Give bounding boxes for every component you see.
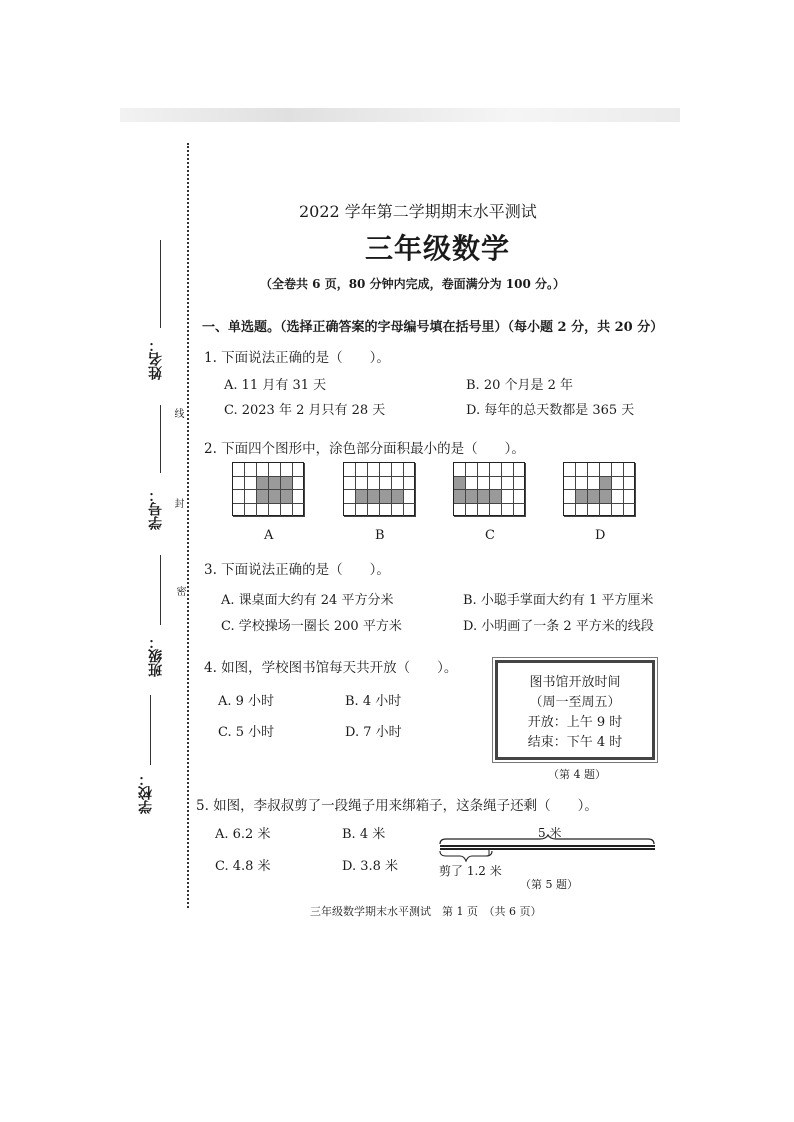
grid-cell: [293, 490, 305, 504]
grid-cell: [454, 477, 466, 491]
grid-cell: [600, 490, 612, 504]
grid-cell: [478, 504, 490, 518]
grid-cell: [466, 463, 478, 477]
section-heading: 一、单选题。（选择正确答案的字母编号填在括号里）（每小题 2 分，共 20 分）: [202, 320, 664, 335]
grid-cell: [233, 463, 245, 477]
notice-title: 图书馆开放时间: [529, 675, 621, 690]
grid-cell: [404, 490, 416, 504]
q4-stem: 4. 如图，学校图书馆每天共开放（ ）。: [204, 660, 458, 676]
notice-days: （周一至周五）: [529, 695, 621, 710]
grid-cell: [269, 477, 281, 491]
grid-cell: [233, 504, 245, 518]
q3-option-d: D. 小明画了一条 2 平方米的线段: [463, 619, 654, 634]
q5-option-c: C. 4.8 米: [215, 859, 271, 874]
grid-cell: [588, 477, 600, 491]
grid-cell: [380, 504, 392, 518]
grid-cell: [269, 463, 281, 477]
grid-cell: [514, 504, 526, 518]
library-hours-notice: [495, 660, 655, 760]
q4-option-c: C. 5 小时: [218, 725, 275, 740]
student-id-fill-line: [160, 405, 161, 473]
q5-option-a: A. 6.2 米: [215, 827, 271, 842]
grid-cell: [380, 477, 392, 491]
grid-cell: [564, 490, 576, 504]
grid-cell: [576, 490, 588, 504]
grid-cell: [564, 504, 576, 518]
grid-cell: [466, 477, 478, 491]
page-footer: 三年级数学期末水平测试 第 1 页 （共 6 页）: [310, 905, 542, 918]
grid-cell: [404, 504, 416, 518]
grid-cell: [368, 463, 380, 477]
figure-d-label: D: [595, 528, 606, 543]
grid-cell: [466, 490, 478, 504]
q5-caption: （第 5 题）: [520, 878, 578, 891]
grid-cell: [478, 490, 490, 504]
q5-option-d: D. 3.8 米: [342, 859, 399, 874]
scan-artifact: [120, 108, 680, 122]
grid-cell: [281, 477, 293, 491]
grid-cell: [612, 477, 624, 491]
secret-mark: 密: [174, 586, 185, 596]
grid-cell: [490, 477, 502, 491]
seal-mark: 封: [172, 498, 183, 508]
grid-cell: [588, 463, 600, 477]
exam-note: （全卷共 6 页，80 分钟内完成，卷面满分为 100 分。）: [260, 277, 565, 291]
grid-cell: [612, 490, 624, 504]
q4-option-a: A. 9 小时: [218, 694, 275, 709]
figure-a-label: A: [264, 528, 274, 543]
q1-option-b: B. 20 个月是 2 年: [466, 378, 574, 393]
grid-cell: [293, 477, 305, 491]
q1-option-c: C. 2023 年 2 月只有 28 天: [224, 403, 386, 418]
line-mark: 线: [172, 408, 183, 418]
grid-cell: [576, 504, 588, 518]
student-id-label: 学号：: [148, 488, 164, 530]
q3-stem: 3. 下面说法正确的是（ ）。: [204, 562, 390, 578]
name-fill-line: [160, 240, 161, 328]
grid-cell: [356, 477, 368, 491]
grid-cell: [600, 504, 612, 518]
grid-cell: [392, 463, 404, 477]
grid-cell: [588, 504, 600, 518]
grid-cell: [245, 463, 257, 477]
grid-cell: [514, 477, 526, 491]
cut-brace: [438, 850, 494, 862]
grid-cell: [514, 463, 526, 477]
grid-cell: [564, 477, 576, 491]
grid-cell: [392, 477, 404, 491]
grid-cell: [257, 477, 269, 491]
q5-option-b: B. 4 米: [342, 827, 386, 842]
grid-cell: [392, 490, 404, 504]
grid-cell: [612, 463, 624, 477]
grid-cell: [624, 463, 636, 477]
figure-d-grid: [563, 462, 635, 516]
q4-option-d: D. 7 小时: [345, 725, 402, 740]
grid-cell: [466, 504, 478, 518]
grid-cell: [404, 477, 416, 491]
grid-cell: [588, 490, 600, 504]
grid-cell: [281, 504, 293, 518]
grid-cell: [514, 490, 526, 504]
grid-cell: [368, 490, 380, 504]
name-label: 姓名：: [148, 338, 164, 380]
class-label: 班级：: [148, 635, 164, 677]
subject-title: 三年级数学: [365, 232, 511, 265]
grid-cell: [344, 490, 356, 504]
grid-cell: [612, 504, 624, 518]
grid-cell: [490, 490, 502, 504]
grid-cell: [344, 477, 356, 491]
grid-cell: [380, 463, 392, 477]
grid-cell: [257, 463, 269, 477]
grid-cell: [269, 490, 281, 504]
grid-cell: [293, 504, 305, 518]
q1-option-a: A. 11 月有 31 天: [224, 378, 327, 393]
grid-cell: [564, 463, 576, 477]
grid-cell: [478, 463, 490, 477]
grid-cell: [502, 463, 514, 477]
grid-cell: [490, 504, 502, 518]
grid-cell: [380, 490, 392, 504]
grid-cell: [281, 463, 293, 477]
rope-total-label: 5 米: [538, 826, 562, 840]
grid-cell: [257, 504, 269, 518]
grid-cell: [293, 463, 305, 477]
grid-cell: [576, 463, 588, 477]
notice-open-time: 开放：上午 9 时: [527, 715, 623, 730]
grid-cell: [600, 477, 612, 491]
grid-cell: [624, 504, 636, 518]
q4-caption: （第 4 题）: [548, 768, 606, 781]
school-fill-line: [150, 695, 151, 765]
q2-stem: 2. 下面四个图形中，涂色部分面积最小的是（ ）。: [204, 441, 525, 457]
figure-a-grid: [232, 462, 304, 516]
grid-cell: [392, 504, 404, 518]
grid-cell: [269, 504, 281, 518]
grid-cell: [490, 463, 502, 477]
figure-c-grid: [453, 462, 525, 516]
grid-cell: [502, 504, 514, 518]
rope-cut-label: 剪了 1.2 米: [439, 864, 502, 878]
class-fill-line: [160, 555, 161, 625]
grid-cell: [624, 490, 636, 504]
grid-cell: [404, 463, 416, 477]
grid-cell: [233, 490, 245, 504]
grid-cell: [245, 477, 257, 491]
figure-c-label: C: [485, 528, 495, 543]
grid-cell: [281, 490, 293, 504]
grid-cell: [368, 477, 380, 491]
grid-cell: [454, 463, 466, 477]
grid-cell: [245, 504, 257, 518]
q5-stem: 5. 如图，李叔叔剪了一段绳子用来绑箱子，这条绳子还剩（ ）。: [196, 798, 598, 814]
grid-cell: [356, 490, 368, 504]
school-label: 学校：: [138, 772, 154, 814]
grid-cell: [478, 477, 490, 491]
figure-b-label: B: [375, 528, 385, 543]
q4-option-b: B. 4 小时: [345, 694, 402, 709]
q3-option-c: C. 学校操场一圈长 200 平方米: [221, 619, 402, 634]
grid-cell: [356, 504, 368, 518]
grid-cell: [600, 463, 612, 477]
grid-cell: [245, 490, 257, 504]
grid-cell: [368, 504, 380, 518]
q3-option-b: B. 小聪手掌面大约有 1 平方厘米: [463, 593, 654, 608]
grid-cell: [454, 490, 466, 504]
binding-dotted-line: [187, 143, 189, 908]
grid-cell: [233, 477, 245, 491]
q1-stem: 1. 下面说法正确的是（ ）。: [204, 350, 390, 366]
grid-cell: [502, 490, 514, 504]
q1-option-d: D. 每年的总天数都是 365 天: [466, 403, 635, 418]
grid-cell: [356, 463, 368, 477]
q3-option-a: A. 课桌面大约有 24 平方分米: [221, 593, 394, 608]
exam-title: 2022 学年第二学期期末水平测试: [299, 202, 537, 221]
grid-cell: [502, 477, 514, 491]
figure-b-grid: [343, 462, 415, 516]
notice-close-time: 结束：下午 4 时: [527, 735, 623, 750]
grid-cell: [454, 504, 466, 518]
grid-cell: [344, 504, 356, 518]
grid-cell: [257, 490, 269, 504]
grid-cell: [624, 477, 636, 491]
grid-cell: [576, 477, 588, 491]
grid-cell: [344, 463, 356, 477]
